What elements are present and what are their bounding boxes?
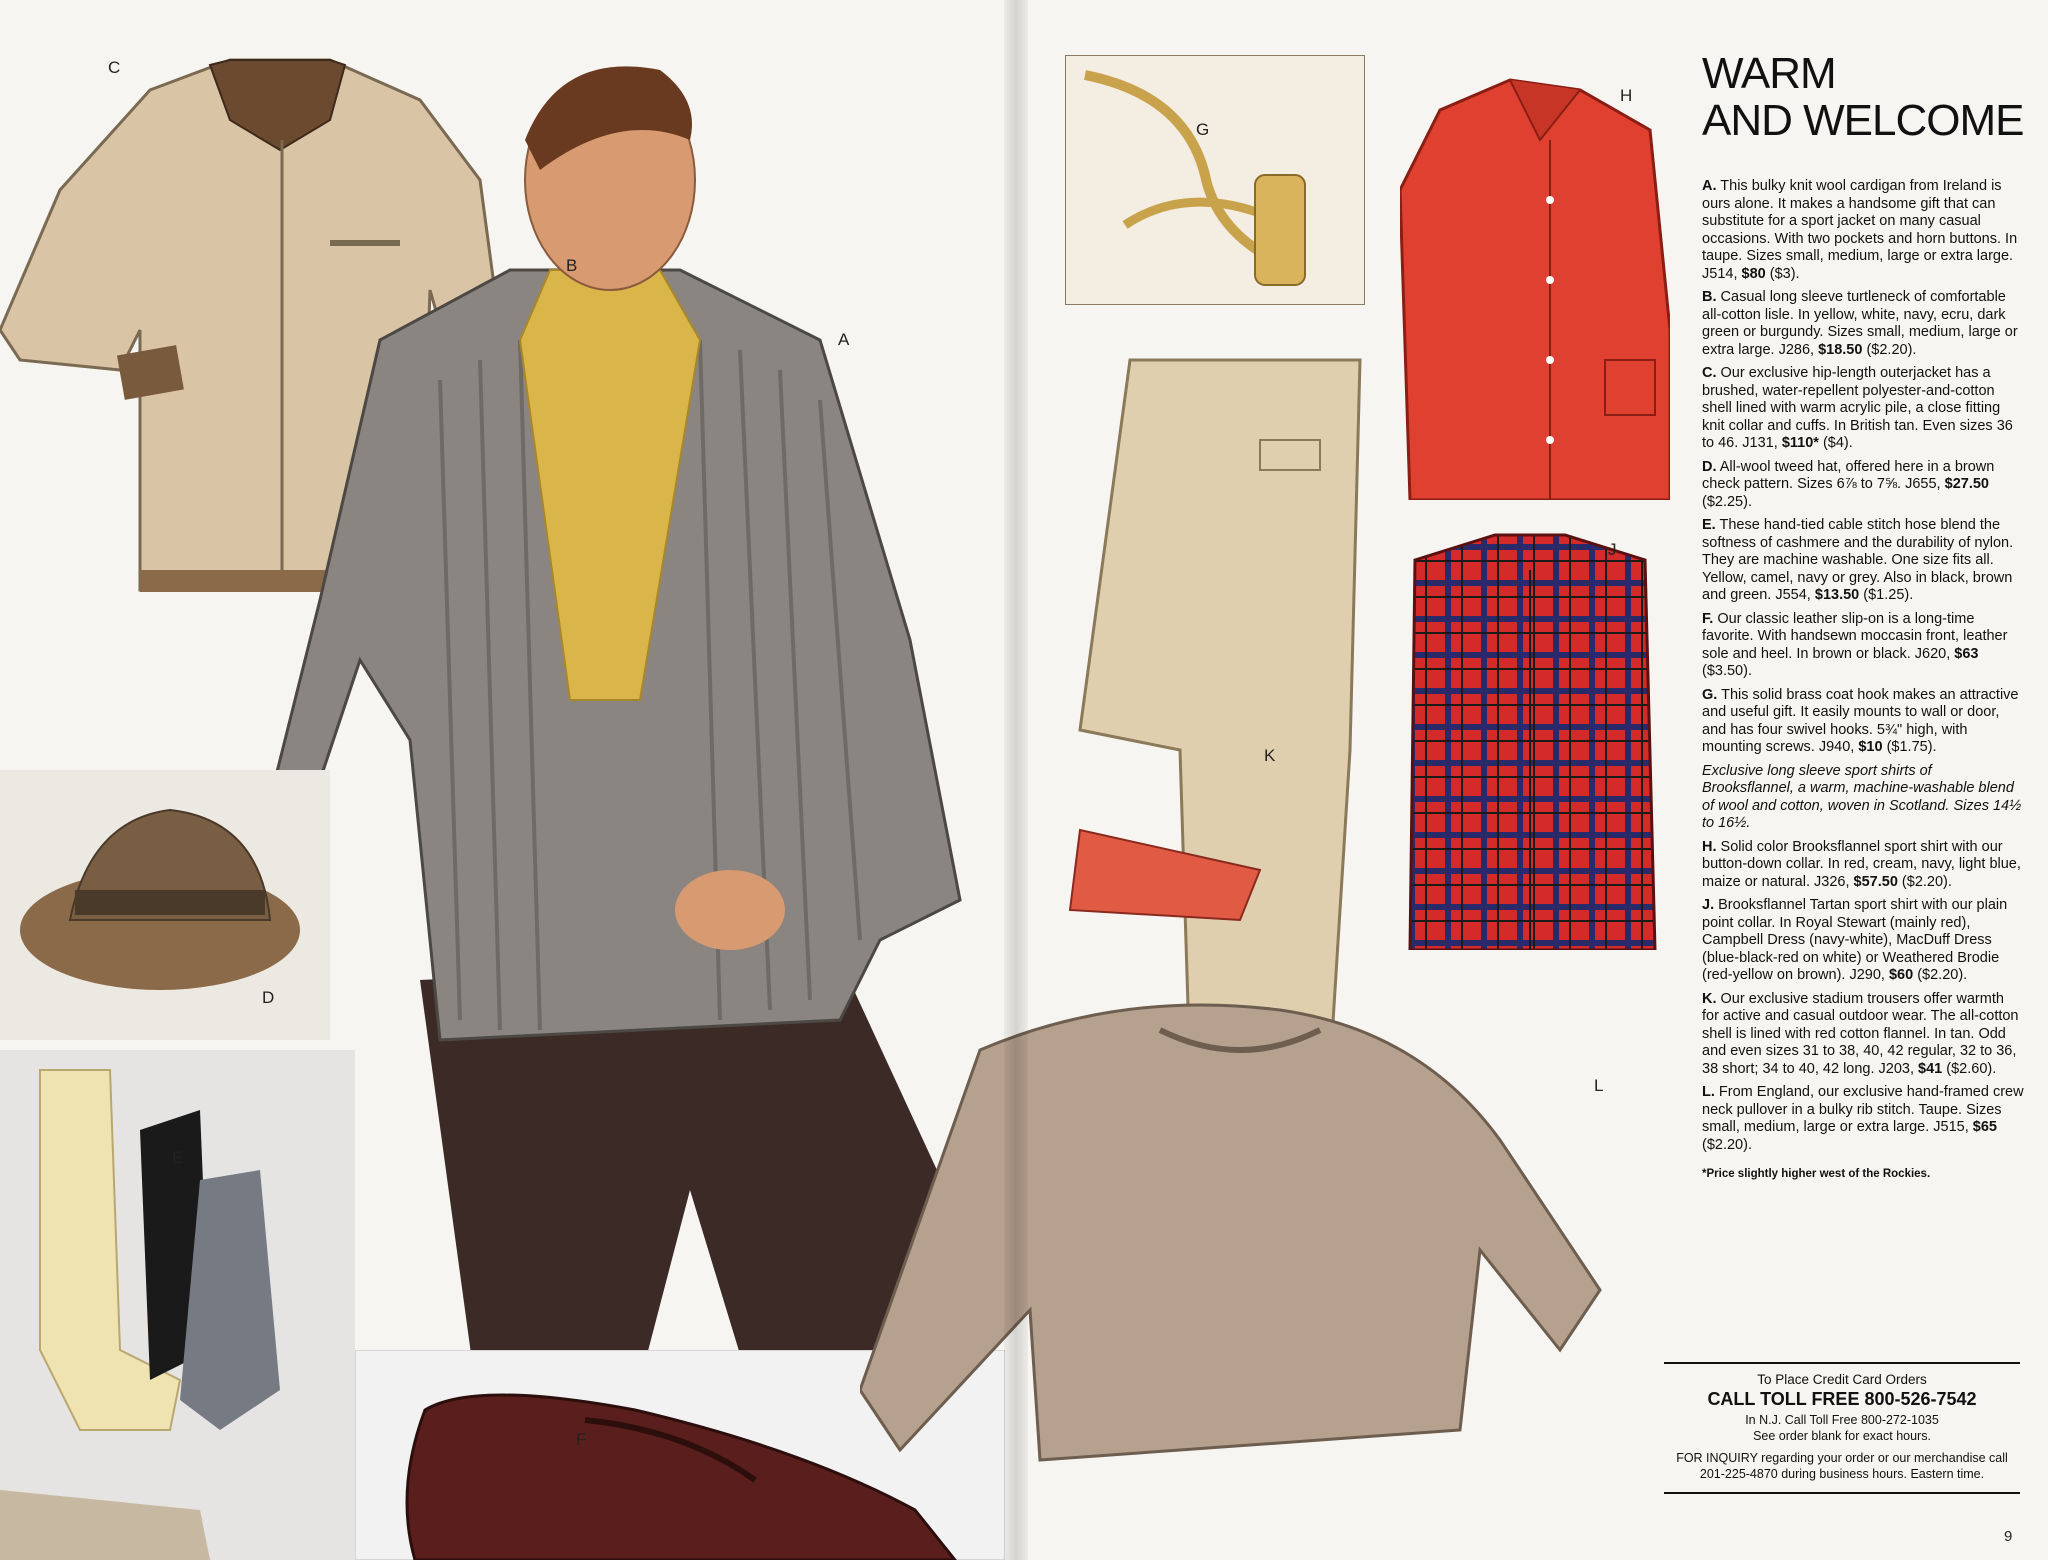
label-j: J bbox=[1608, 540, 1617, 559]
label-a: A bbox=[838, 330, 850, 349]
order-heading: To Place Credit Card Orders bbox=[1757, 1372, 1927, 1387]
nj-number: In N.J. Call Toll Free 800-272-1035 bbox=[1745, 1413, 1939, 1427]
label-d: D bbox=[262, 988, 275, 1007]
label-h: H bbox=[1620, 86, 1633, 105]
order-hours-note: See order blank for exact hours. bbox=[1753, 1429, 1931, 1443]
item-l: L. From England, our exclusive hand-framed crew neck pullover in a bulky rib stitch. Taupe. Sizes small, medium, large or extra large. J515, $65 ($2.20). bbox=[1702, 1084, 2024, 1153]
item-c: C. Our exclusive hip-length outerjacket has a brushed, water-repellent polyester-and-cotton shell lined with warm acrylic pile, a close fitting knit collar and cuffs. In British tan. Even sizes 36 to 46. J131, $110* ($4). bbox=[1702, 365, 2013, 451]
title-line-2: AND WELCOME bbox=[1702, 96, 2024, 145]
red-shirt-illustration bbox=[1400, 70, 1670, 500]
item-d: D. All-wool tweed hat, offered here in a brown check pattern. Sizes 6⅞ to 7⅝. J655, $27.50 ($2.25). bbox=[1702, 458, 1995, 510]
trousers-illustration bbox=[1060, 350, 1390, 1070]
label-f: F bbox=[576, 1430, 587, 1449]
product-descriptions bbox=[1702, 178, 2024, 1190]
inquiry-note: FOR INQUIRY regarding your order or our merchandise call 201-225-4870 during business hours. Eastern time. bbox=[1676, 1451, 2008, 1481]
order-info-box bbox=[1664, 1362, 2020, 1494]
toll-free-number: CALL TOLL FREE 800-526-7542 bbox=[1707, 1389, 1977, 1409]
label-k: K bbox=[1264, 746, 1276, 765]
item-a: A. This bulky knit wool cardigan from Ireland is ours alone. It makes a handsome gift that can substitute for a sport jacket on many casual occasions. With two pockets and horn buttons. In taupe. Sizes small, medium, large or extra large. J514, $80 ($3). bbox=[1702, 178, 2018, 282]
price-footnote: *Price slightly higher west of the Rockies. bbox=[1702, 1168, 1931, 1180]
item-g: G. This solid brass coat hook makes an attractive and useful gift. It easily mounts to wall or door, and has four swivel hooks. 5¾" high, with mounting screws. J940, $10 ($1.75). bbox=[1702, 686, 2019, 755]
item-e: E. These hand-tied cable stitch hose blend the softness of cashmere and the durability of nylon. They are machine washable. One size fits all. Yellow, camel, navy or grey. Also in black, brown and green. J554, $13.50 ($1.25). bbox=[1702, 517, 2014, 603]
item-b: B. Casual long sleeve turtleneck of comfortable all-cotton lisle. In yellow, white, navy, ecru, dark green or burgundy. Sizes small, medium, large or extra large. J286, $18.50 ($2.20). bbox=[1702, 289, 2018, 358]
tweed-hat-photo bbox=[0, 770, 330, 1040]
crewneck-sweater-photo bbox=[860, 990, 1680, 1560]
title-line-1: WARM bbox=[1702, 49, 1836, 98]
item-k: K. Our exclusive stadium trousers offer warmth for active and casual outdoor wear. The all-cotton shell is lined with red cotton flannel. In tan. Odd and even sizes 31 to 38, 40, 42 regular, 32 to 36, 38 short; 34 to 40, 42 long. J203, $41 ($2.60). bbox=[1702, 990, 2019, 1077]
label-e: E bbox=[172, 1148, 184, 1167]
label-l: L bbox=[1594, 1076, 1604, 1095]
item-f: F. Our classic leather slip-on is a long-time favorite. With handsewn moccasin front, leather sole and heel. In brown or black. J620, $63 ($3.50). bbox=[1702, 610, 2008, 679]
socks-photo bbox=[0, 1050, 355, 1560]
brass-hook-illustration bbox=[1065, 55, 1365, 305]
page-number: 9 bbox=[2004, 1528, 2013, 1545]
item-j: J. Brooksflannel Tartan sport shirt with our plain point collar. In Royal Stewart (mainly red), Campbell Dress (navy-white), MacDuff Dress (blue-black-red on white) or Weathered Brodie (red-yellow on brown). J290, $60 ($2.20). bbox=[1702, 897, 2008, 983]
shirts-intro: Exclusive long sleeve sport shirts of Brooksflannel, a warm, machine-washable blend of wool and cotton, woven in Scotland. Sizes 14½ to 16½. bbox=[1702, 762, 2022, 831]
page-title bbox=[1702, 50, 2032, 144]
item-h: H. Solid color Brooksflannel sport shirt with our button-down collar. In red, cream, navy, light blue, maize or natural. J326, $57.50 ($2.20). bbox=[1702, 838, 2021, 890]
label-b: B bbox=[566, 256, 578, 275]
label-c: C bbox=[108, 58, 121, 77]
label-g: G bbox=[1196, 120, 1210, 139]
page-gutter bbox=[1004, 0, 1028, 1560]
tartan-shirt-illustration bbox=[1395, 530, 1665, 950]
